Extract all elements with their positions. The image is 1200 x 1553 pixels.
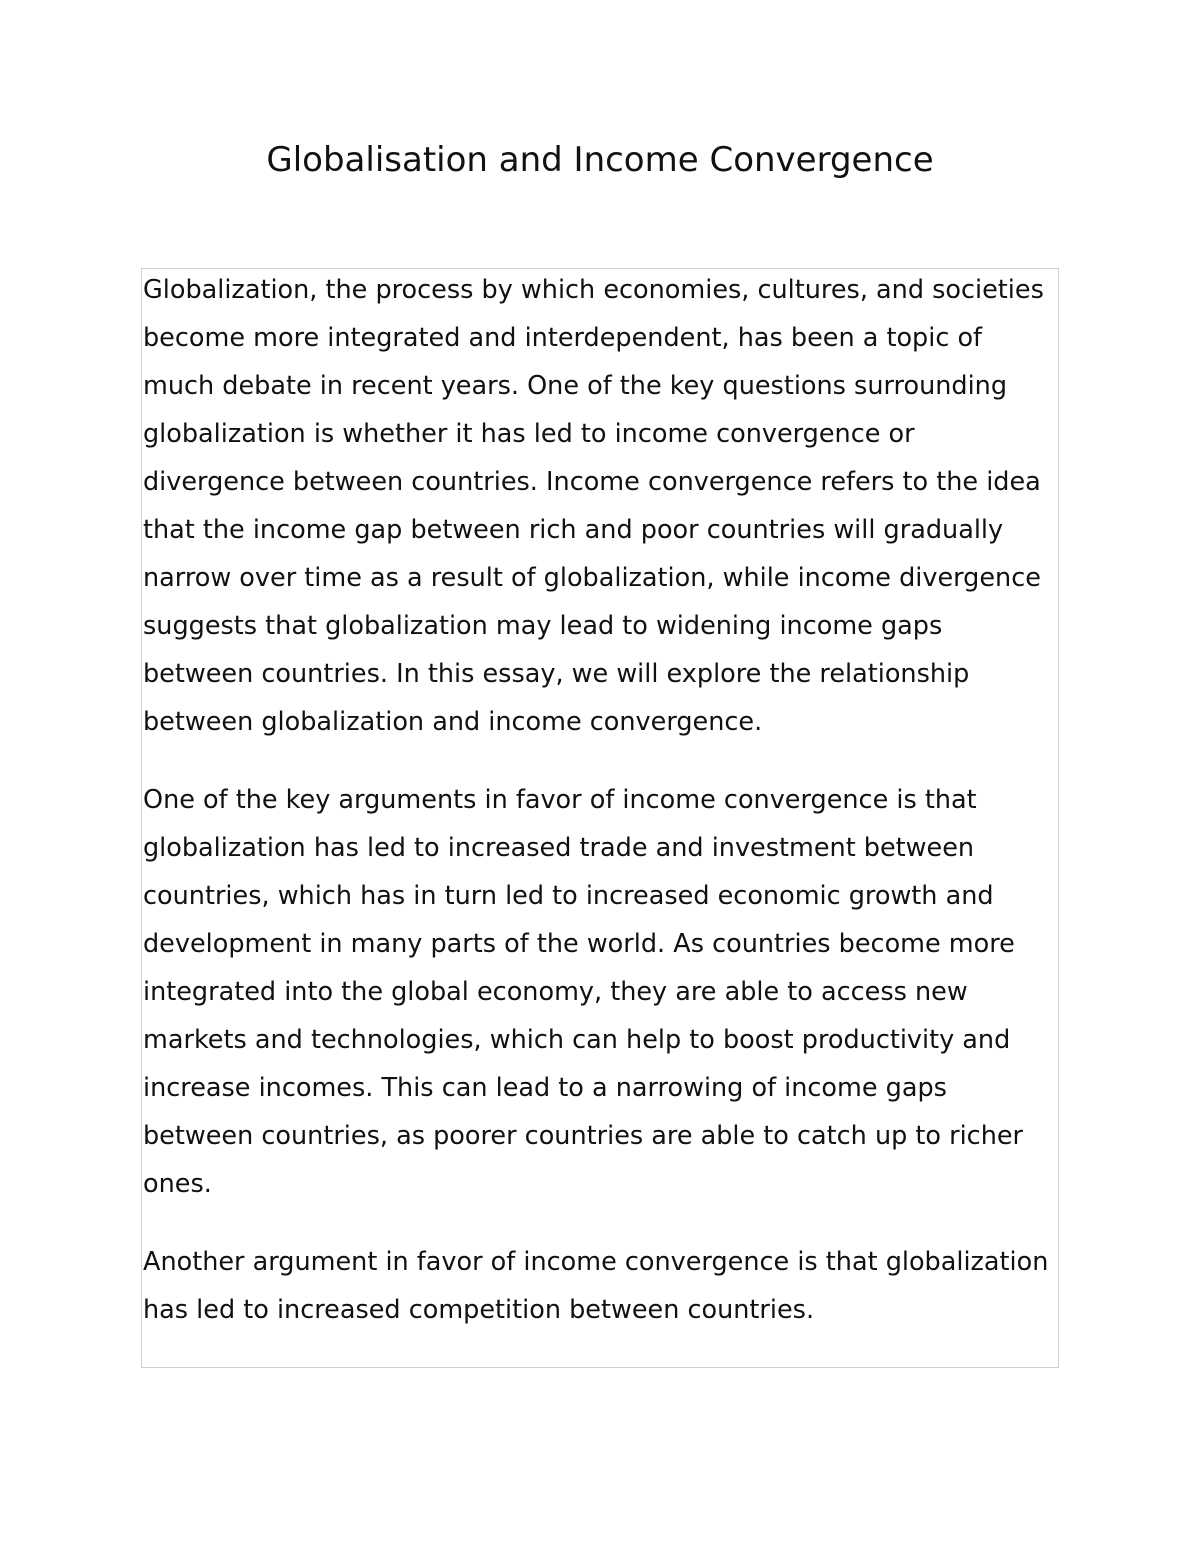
- paragraph-2: One of the key arguments in favor of income convergence is that globalization has led to increased trade and investment between countries, which has in turn led to increased economic growth and development in many parts of the world. As countries become more integrated into the global economy, they are able to access new markets and technologies, which can help to boost productivity and increase incomes. This can lead to a narrowing of income gaps between countries, as poorer countries are able to catch up to richer ones.: [143, 785, 1024, 1199]
- document-title: Globalisation and Income Convergence: [266, 140, 934, 180]
- paragraph-1: Globalization, the process by which economies, cultures, and societies become more integrated and interdependent, has been a topic of much debate in recent years. One of the key questions surrounding globalization is whether it has led to income convergence or divergence between countries. Income convergence refers to the idea that the income gap between rich and poor countries will gradually narrow over time as a result of globalization, while income divergence suggests that globalization may lead to widening income gaps between countries. In this essay, we will explore the relationship between globalization and income convergence.: [143, 275, 1044, 737]
- paragraph-3: Another argument in favor of income convergence is that globalization has led to increased competition between countries.: [143, 1247, 1049, 1325]
- document-text-box[interactable]: [141, 268, 1059, 1368]
